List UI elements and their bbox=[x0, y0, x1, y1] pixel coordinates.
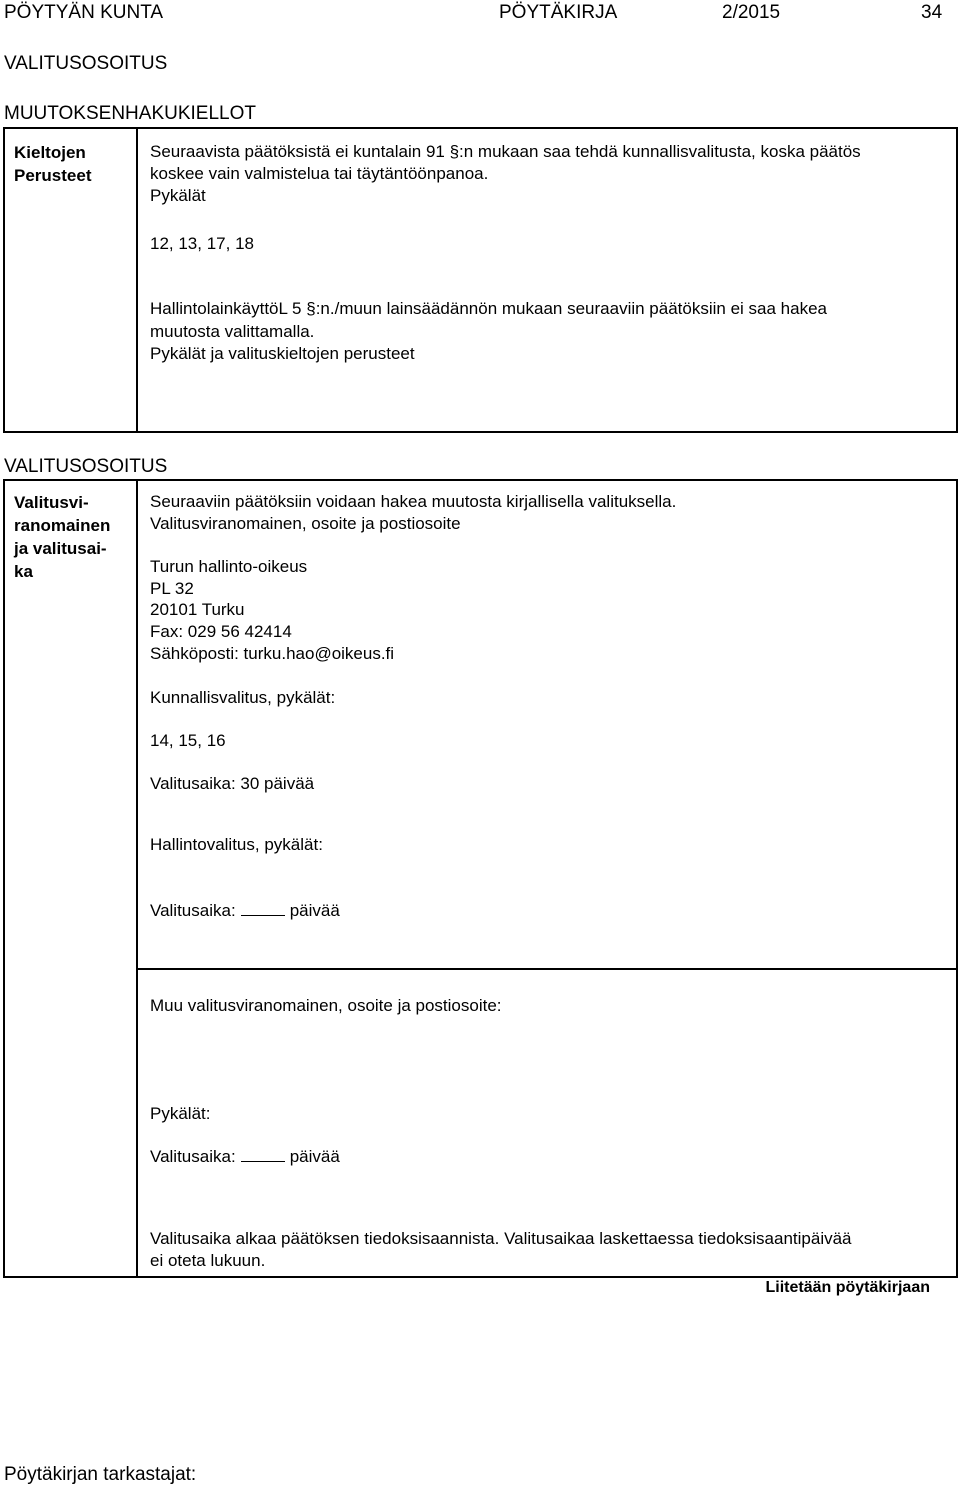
document-type: PÖYTÄKIRJA bbox=[499, 2, 618, 23]
reviewers-label: Pöytäkirjan tarkastajat: bbox=[4, 1464, 197, 1485]
valitusaika2-label: Valitusaika: bbox=[150, 1147, 236, 1166]
authority-label-line4: ka bbox=[14, 562, 33, 581]
valitusaika-30: Valitusaika: 30 päivää bbox=[150, 774, 315, 793]
document-number: 2/2015 bbox=[722, 2, 781, 23]
valitusaika-blank-row bbox=[150, 899, 340, 922]
section1-title: VALITUSOSOITUS bbox=[4, 53, 168, 74]
prohibition-para2-line1: HallintolainkäyttöL 5 §:n./muun lainsäädännön mukaan seuraaviin päätöksiin ei saa hakea bbox=[150, 299, 827, 318]
address-line-4: Fax: 029 56 42414 bbox=[150, 622, 292, 641]
attachment-note: Liitetään pöytäkirjaan bbox=[765, 1279, 930, 1296]
paivaa-label: päivää bbox=[289, 901, 340, 920]
hallintovalitus-label: Hallintovalitus, pykälät: bbox=[150, 835, 323, 854]
valitusaika-label: Valitusaika: bbox=[150, 901, 236, 920]
days-blank[interactable] bbox=[241, 900, 285, 916]
pykalat-perusteet: Pykälät ja valituskieltojen perusteet bbox=[150, 344, 415, 363]
paivaa2-label: päivää bbox=[289, 1147, 340, 1166]
table1-divider bbox=[136, 127, 138, 433]
table2-separator bbox=[136, 968, 958, 970]
prohibition-para2-line2: muutosta valittamalla. bbox=[150, 322, 315, 341]
kunnallisvalitus-values: 14, 15, 16 bbox=[150, 731, 226, 750]
pykalat-values: 12, 13, 17, 18 bbox=[150, 234, 254, 253]
authority-label-line3: ja valitusai- bbox=[14, 539, 107, 558]
pykalat2-label: Pykälät: bbox=[150, 1104, 211, 1123]
section1-subtitle: MUUTOKSENHAKUKIELLOT bbox=[4, 103, 256, 124]
appeal-instructions-table bbox=[3, 479, 958, 1278]
address-line-3: 20101 Turku bbox=[150, 600, 245, 619]
address-line-1: Turun hallinto-oikeus bbox=[150, 557, 308, 576]
footer-note-line2: ei oteta lukuun. bbox=[150, 1251, 266, 1270]
appeal-intro: Seuraaviin päätöksiin voidaan hakea muutosta kirjallisella valituksella. bbox=[150, 492, 677, 511]
address-line-2: PL 32 bbox=[150, 579, 194, 598]
muu-authority-label: Muu valitusviranomainen, osoite ja postiosoite: bbox=[150, 996, 502, 1015]
prohibition-label-line1: Kieltojen bbox=[14, 143, 86, 162]
page-number: 34 bbox=[921, 2, 943, 23]
prohibition-label-line2: Perusteet bbox=[14, 166, 92, 185]
days2-blank[interactable] bbox=[241, 1146, 285, 1162]
municipality-name: PÖYTYÄN KUNTA bbox=[4, 2, 164, 23]
prohibition-para1-line2: koskee vain valmistelua tai täytäntöönpanoa. bbox=[150, 164, 489, 183]
table2-divider bbox=[136, 479, 138, 1278]
address-line-5: Sähköposti: turku.hao@oikeus.fi bbox=[150, 644, 395, 663]
valitusaika2-blank-row bbox=[150, 1145, 340, 1168]
pykalat-label: Pykälät bbox=[150, 186, 206, 205]
footer-note-line1: Valitusaika alkaa päätöksen tiedoksisaannista. Valitusaikaa laskettaessa tiedoksisaantipäivää bbox=[150, 1229, 852, 1248]
authority-label-line2: ranomainen bbox=[14, 516, 111, 535]
kunnallisvalitus-label: Kunnallisvalitus, pykälät: bbox=[150, 688, 336, 707]
section2-title: VALITUSOSOITUS bbox=[4, 456, 168, 477]
authority-label-line1: Valitusvi- bbox=[14, 493, 89, 512]
authority-heading: Valitusviranomainen, osoite ja postiosoite bbox=[150, 514, 461, 533]
prohibition-para1-line1: Seuraavista päätöksistä ei kuntalain 91 §:n mukaan saa tehdä kunnallisvalitusta, koska päätös bbox=[150, 142, 861, 161]
